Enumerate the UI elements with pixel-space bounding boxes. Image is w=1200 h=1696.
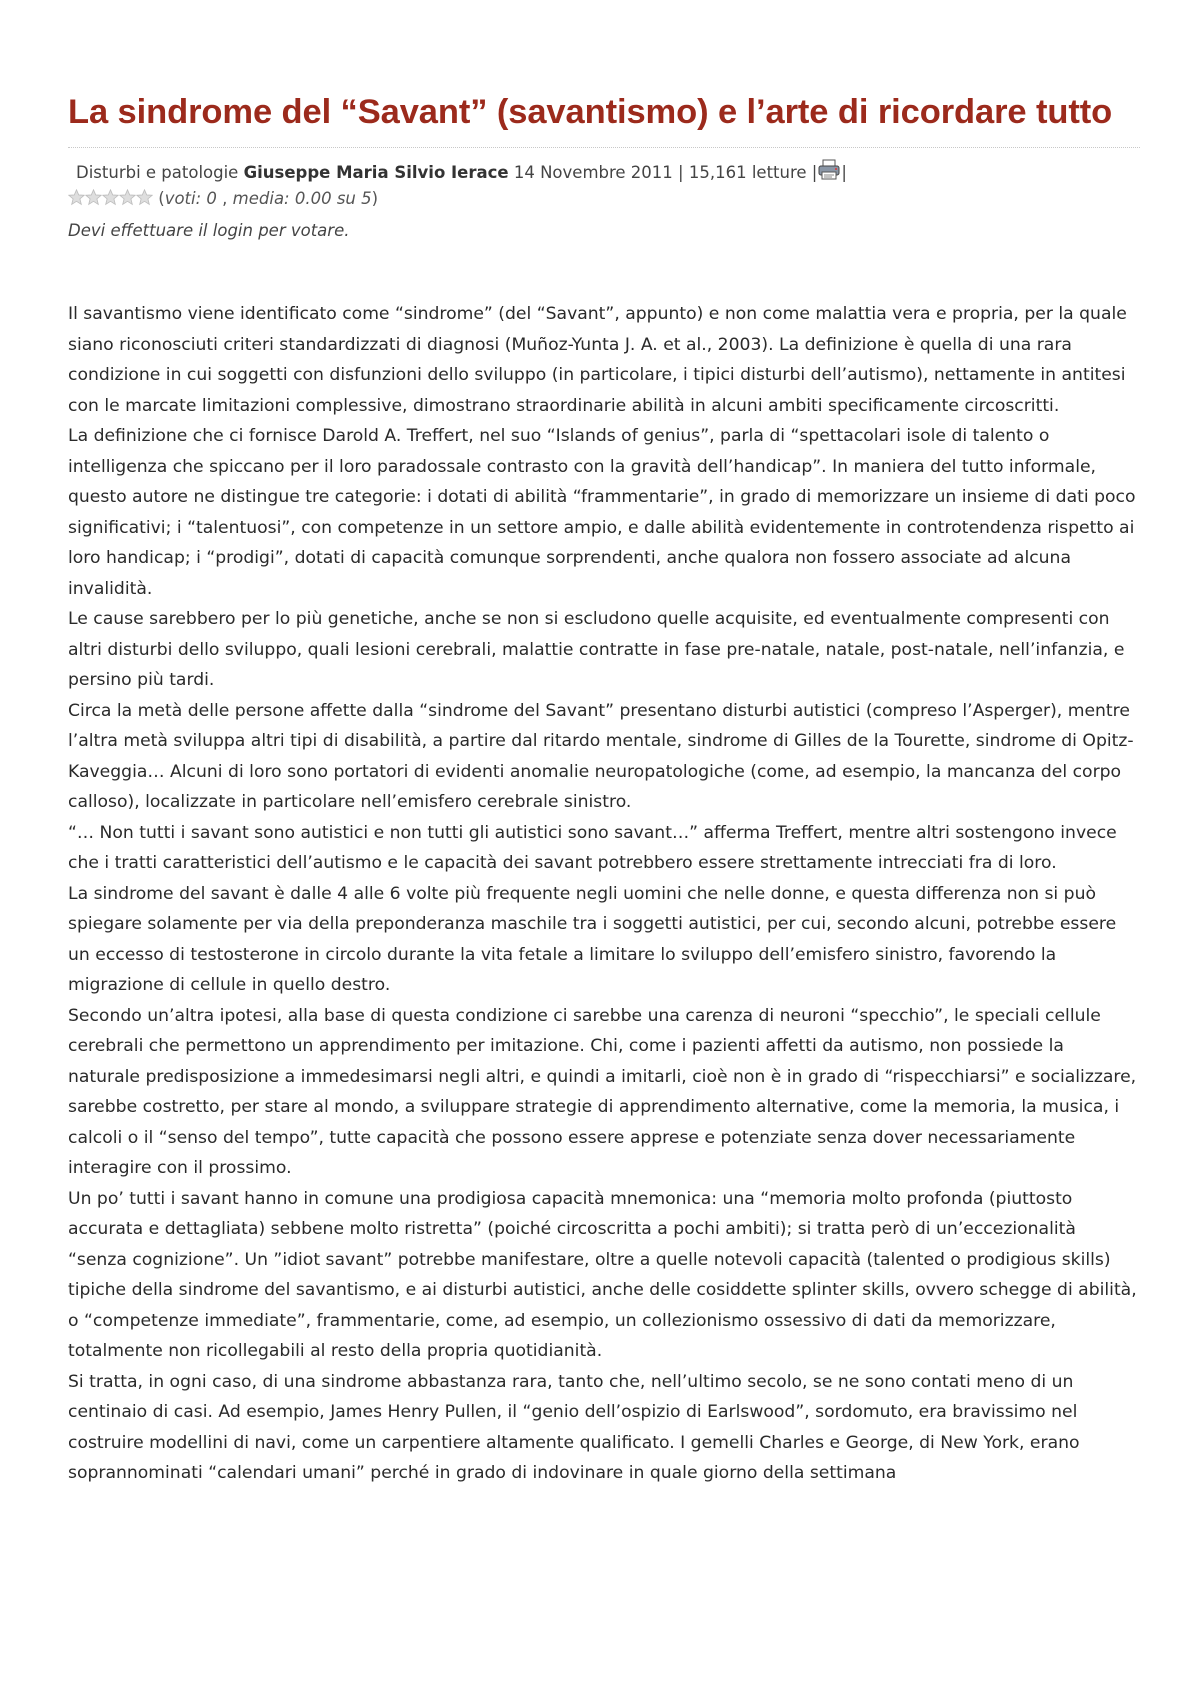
printer-icon[interactable] <box>818 159 840 180</box>
star-icon[interactable] <box>85 188 102 205</box>
article-page <box>68 90 1140 1489</box>
star-icon[interactable] <box>136 188 153 205</box>
meta-separator: | <box>811 163 818 182</box>
article-paragraph: Il savantismo viene identificato come “sindrome” (del “Savant”, appunto) e non come malattia vera e propria, per la quale siano riconosciuti criteri standardizzati di diagnosi (Muñoz-Yunta J. A. et al., 2003). La definizione è quella di una rara condizione in cui soggetti con disfunzioni dello sviluppo (in particolare, i tipici disturbi dell’autismo), nettamente in antitesi con le marcate limitazioni complessive, dimostrano straordinarie abilità in alcuni ambiti specificamente circoscritti. <box>68 304 1127 416</box>
rating-average: media: 0.00 su 5 <box>232 189 372 208</box>
rating-row <box>68 186 1140 214</box>
login-to-vote-note: Devi effettuare il login per votare. <box>68 221 350 240</box>
meta-separator: | <box>678 163 684 182</box>
article-paragraph: Un po’ tutti i savant hanno in comune una prodigiosa capacità mnemonica: una “memoria molto profonda (piuttosto accurata e dettagliata) sebbene molto ristretta” (poiché circoscritta a pochi ambiti); si tratta però di un’eccezionalità “senza cognizione”. Un ”idiot savant” potrebbe manifestare, oltre a quelle notevoli capacità (talented o prodigious skills) tipiche della sindrome del savantismo, e ai disturbi autistici, anche delle cosiddette splinter skills, ovvero schegge di abilità, o “competenze immediate”, frammentarie, come, ad esempio, un collezionismo ossessivo di dati da memorizzare, totalmente non ricollegabili al resto della propria quotidianità. <box>68 1188 1137 1361</box>
author-name[interactable]: Giuseppe Maria Silvio Ierace <box>243 163 509 182</box>
rating-summary: (voti: 0 , media: 0.00 su 5) <box>158 189 379 208</box>
article-paragraph: “… Non tutti i savant sono autistici e non tutti gli autistici sono savant…” afferma Treffert, mentre altri sostengono invece che i tratti caratteristici dell’autismo e le capacità dei savant potrebbero essere strettamente intrecciati fra di loro. <box>68 822 1117 873</box>
star-rating[interactable] <box>68 188 153 214</box>
star-icon[interactable] <box>119 188 136 205</box>
article-paragraph: Le cause sarebbero per lo più genetiche, anche se non si escludono quelle acquisite, ed eventualmente compresenti con altri disturbi dello sviluppo, quali lesioni cerebrali, malattie contratte in fase pre-natale, natale, post-natale, nell’infanzia, e persino più tardi. <box>68 609 1125 690</box>
article-paragraph: La sindrome del savant è dalle 4 alle 6 volte più frequente negli uomini che nelle donne, e questa differenza non si può spiegare solamente per via della preponderanza maschile tra i soggetti autistici, per cui, secondo alcuni, potrebbe essere un eccesso di testosterone in circolo durante la vita fetale a limitare lo sviluppo dell’emisfero sinistro, favorendo la migrazione di cellule in quello destro. <box>68 883 1117 995</box>
publish-date: 14 Novembre 2011 <box>513 163 673 182</box>
article-paragraph: Circa la metà delle persone affette dalla “sindrome del Savant” presentano disturbi autistici (compreso l’Asperger), mentre l’altra metà sviluppa altri tipi di disabilità, a partire dal ritardo mentale, sindrome di Gilles de la Tourette, sindrome di Opitz-Kaveggia… Alcuni di loro sono portatori di evidenti anomalie neuropatologiche (come, ad esempio, la mancanza del corpo calloso), localizzate in particolare nell’emisfero cerebrale sinistro. <box>68 700 1134 812</box>
article-paragraph: La definizione che ci fornisce Darold A. Treffert, nel suo “Islands of genius”, parla di “spettacolari isole di talento o intelligenza che spiccano per il loro paradossale contrasto con la gravità dell’handicap”. In maniera del tutto informale, questo autore ne distingue tre categorie: i dotati di abilità “frammentarie”, in grado di memorizzare un insieme di dati poco significativi; i “talentuosi”, con competenze in un settore ampio, e dalle abilità evidentemente in controtendenza rispetto ai loro handicap; i “prodigi”, dotati di capacità comunque sorprendenti, anche qualora non fossero associate ad alcuna invalidità. <box>68 426 1136 599</box>
article-paragraph: Secondo un’altra ipotesi, alla base di questa condizione ci sarebbe una carenza di neuroni “specchio”, le speciali cellule cerebrali che permettono un apprendimento per imitazione. Chi, come i pazienti affetti da autismo, non possiede la naturale predisposizione a immedesimarsi negli altri, e quindi a imitarli, cioè non è in grado di “rispecchiarsi” e socializzare, sarebbe costretto, per stare al mondo, a sviluppare strategie di apprendimento alternative, come la memoria, la musica, i calcoli o il “senso del tempo”, tutte capacità che possono essere apprese e potenziate senza dover necessariamente interagire con il prossimo. <box>68 1005 1137 1178</box>
meta-separator-end: | <box>841 163 847 182</box>
article-title: La sindrome del “Savant” (savantismo) e l’arte di ricordare tutto <box>68 93 1113 131</box>
star-icon[interactable] <box>68 188 85 205</box>
category-link[interactable]: Disturbi e patologie <box>76 163 239 182</box>
read-count: 15,161 letture <box>688 163 807 182</box>
votes-count: voti: 0 <box>164 189 217 208</box>
star-icon[interactable] <box>102 188 119 205</box>
title-divider <box>68 147 1140 148</box>
article-meta <box>76 159 1140 186</box>
article-body <box>68 299 1140 1489</box>
article-paragraph: Si tratta, in ogni caso, di una sindrome abbastanza rara, tanto che, nell’ultimo secolo, se ne sono contati meno di un centinaio di casi. Ad esempio, James Henry Pullen, il “genio dell’ospizio di Earlswood”, sordomuto, era bravissimo nel costruire modellini di navi, come un carpentiere altamente qualificato. I gemelli Charles e George, di New York, erano soprannominati “calendari umani” perché in grado di indovinare in quale giorno della settimana <box>68 1371 1080 1483</box>
